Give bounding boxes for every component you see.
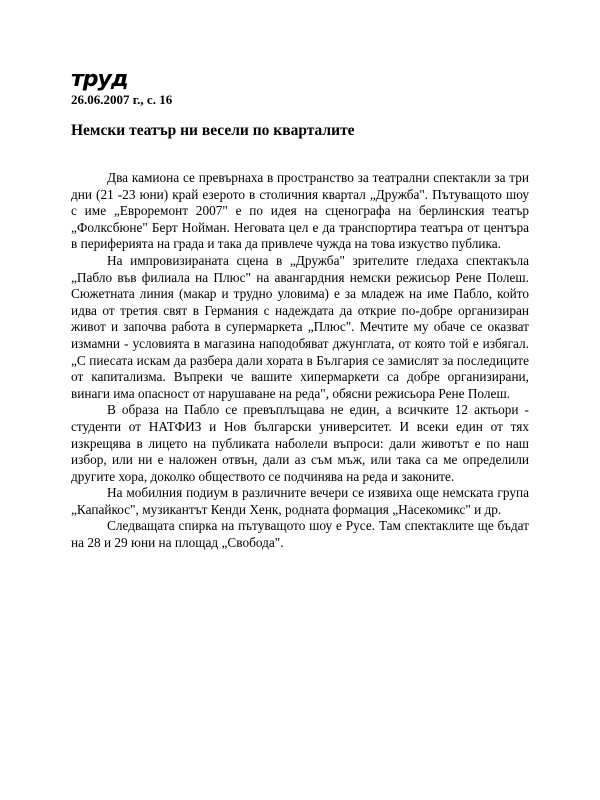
article-paragraph: Следващата спирка на пътуващото шоу е Русе. Там спектаклите ще бъдат на 28 и 29 юни на площад „Свобода". bbox=[71, 518, 529, 551]
trud-logo-graphic bbox=[71, 66, 139, 92]
article-paragraph: В образа на Пабло се превъплъщава не един, а всичките 12 актьори - студенти от НАТФИЗ и Нов български университет. И всеки един от тях изкрещява в лицето на публиката наболели въпроси: дали животът е по наш избор, или ни е наложен отвън, дали аз съм мъж, или така са ме определили другите хора, доколко обществото се подчинява на реда и законите. bbox=[71, 402, 529, 484]
article-headline: Немски театър ни весели по кварталите bbox=[71, 122, 355, 139]
article-body bbox=[71, 170, 529, 552]
article-paragraph: На мобилния подиум в различните вечери се изявиха още немската група „Капайкос", музикантът Кенди Хенк, родната формация „Насекомикс" и др. bbox=[71, 485, 529, 517]
publication-dateline: 26.06.2007 г., с. 16 bbox=[71, 92, 173, 107]
logo-wordmark: труд bbox=[71, 67, 128, 92]
article-paragraph: На импровизираната сцена в „Дружба" зрителите гледаха спектакъла „Пабло във филиала на Плюс" на авангардния немски режисьор Рене Полеш. Сюжетната линия (макар и трудно уловима) е за младеж на име Пабло, който идва от третия свят в Германия с надеждата да открие по-добре организиран живот и започва работа в супермаркета „Плюс". Мечтите му обаче се оказват измамни - условията в магазина наподобяват джунглата, от която той е избягал. „С пиесата искам да разбера дали хората в България се замислят за последиците от капитализма. Въпреки че вашите хипермаркети са добре организирани, винаги има опасност от нарушаване на реда", обясни режисьора Рене Полеш. bbox=[71, 252, 529, 401]
article-paragraph: Два камиона се превърнаха в пространство за театрални спектакли за три дни (21 -23 юни) край езерото в столичния квартал „Дружба". Пътуващото шоу с име „Евроремонт 2007" е по идея на сценографа на берлинския театър „Фолксбюне" Берт Нойман. Неговата цел е да транспортира театъра от центъра в периферията на града и така да привлече чужда на това изкуство публика. bbox=[71, 170, 529, 252]
newspaper-logo bbox=[71, 66, 139, 92]
